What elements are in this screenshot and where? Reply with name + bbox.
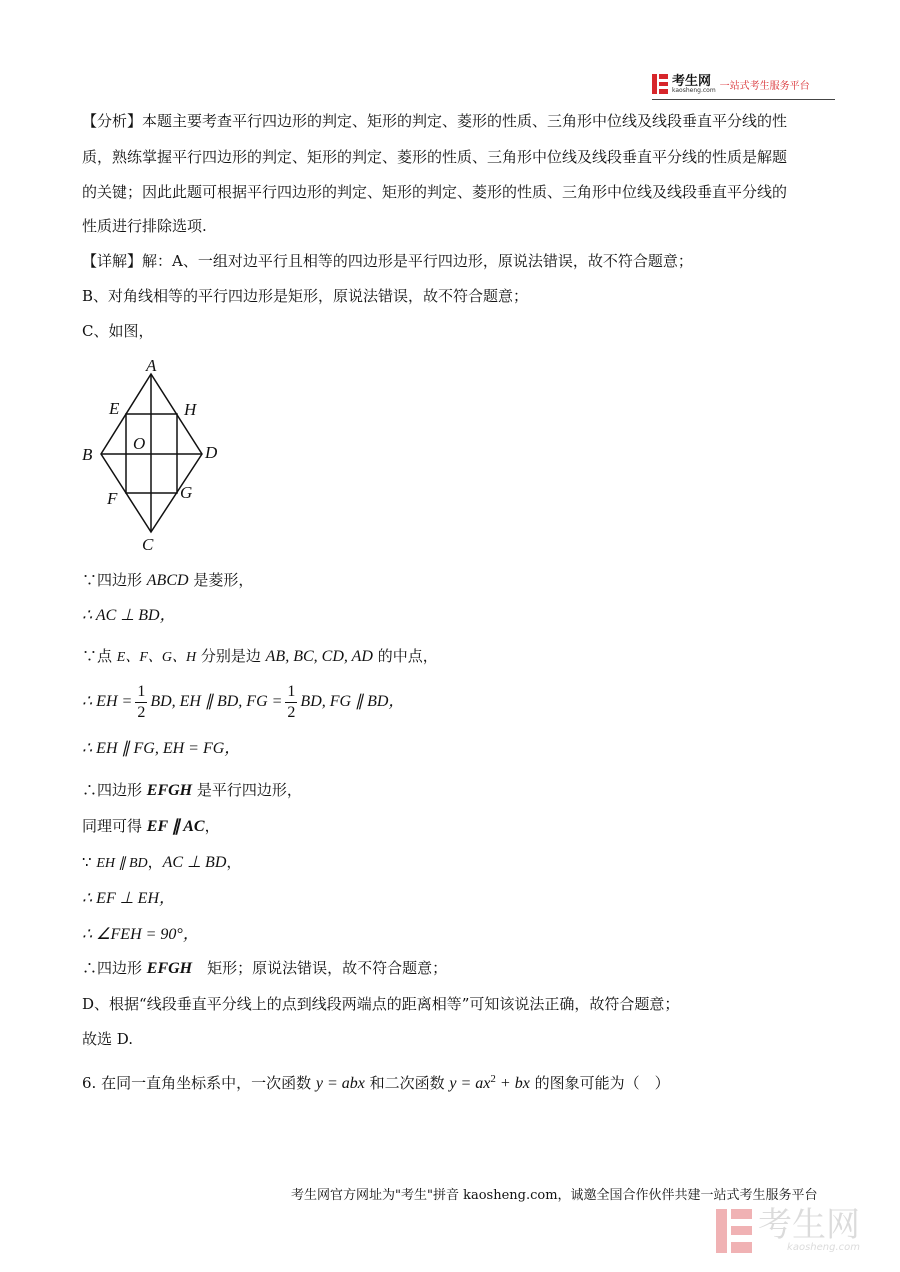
- analysis-line-2: 质，熟练掌握平行四边形的判定、矩形的判定、菱形的性质、三角形中位线及线段垂直平分线的性质是解题: [82, 148, 788, 166]
- rhombus-diagram: [78, 352, 228, 557]
- label-a: A: [146, 356, 157, 375]
- label-e: E: [109, 399, 120, 418]
- step-11: ∴四边形 EFGH 矩形；原说法错误，故不符合题意；: [82, 959, 448, 977]
- analysis-line-4: 性质进行排除选项.: [82, 217, 207, 235]
- watermark-domain: kaosheng.com: [787, 1242, 860, 1253]
- label-f: F: [107, 489, 118, 508]
- analysis-line-3: 的关键；因此此题可根据平行四边形的判定、矩形的判定、菱形的性质、三角形中位线及线段垂直平分线的: [82, 183, 788, 201]
- label-c: C: [142, 535, 154, 554]
- watermark: [716, 1205, 860, 1253]
- line-option-b: B、对角线相等的平行四边形是矩形，原说法错误，故不符合题意；: [82, 287, 529, 305]
- step-7: 同理可得 EF ∥ AC，: [82, 817, 220, 835]
- detail-line-a: 【详解】解：A、一组对边平行且相等的四边形是平行四边形，原说法错误，故不符合题意；: [82, 252, 693, 270]
- label-g: G: [180, 483, 193, 502]
- question-6: 6. 在同一直角坐标系中，一次函数 y = abx 和二次函数 $y = ax^2$ + bx 的图象可能为（ ）: [82, 1073, 670, 1092]
- fraction-half-1: $\frac{1}{2}$: [137, 682, 146, 721]
- label-h: H: [184, 400, 197, 419]
- watermark-name: 考生网: [758, 1205, 860, 1245]
- step-5: ∴ EH ∥ FG, EH = FG，: [82, 740, 241, 757]
- header-rule: [652, 99, 835, 100]
- analysis-label: 【分析】: [82, 112, 143, 130]
- answer-line: 故选 D.: [82, 1030, 134, 1048]
- kaosheng-watermark-icon: [716, 1209, 752, 1253]
- line-option-d: D、根据“线段垂直平分线上的点到线段两端点的距离相等”可知该说法正确，故符合题意；: [82, 995, 680, 1013]
- detail-label: 【详解】: [82, 252, 143, 270]
- step-8: ∵ EH ∥ BD，AC ⊥ BD，: [82, 853, 242, 871]
- step-6: ∴四边形 EFGH 是平行四边形，: [82, 781, 302, 799]
- logo-domain: kaosheng.com: [672, 86, 716, 94]
- header-logo[interactable]: [652, 72, 810, 96]
- logo-name: 考生网: [672, 73, 712, 89]
- fraction-half-2: $\frac{1}{2}$: [287, 682, 296, 721]
- label-d: D: [205, 443, 218, 462]
- label-o: O: [133, 434, 146, 453]
- rhombus-figure: [78, 352, 228, 557]
- step-4: ∴ EH = $\frac{1}{2}$ BD, EH ∥ BD, FG = $\frac{1}{2}$ BD, FG ∥ BD，: [82, 682, 405, 721]
- line-option-c: C、如图，: [82, 322, 154, 340]
- step-10: ∴ ∠FEH = 90°，: [82, 926, 199, 943]
- label-b: B: [82, 445, 93, 464]
- step-3: ∵点 E、F、G、H 分别是边 AB, BC, CD, AD 的中点，: [82, 647, 438, 665]
- step-1: ∵四边形 ABCD 是菱形，: [82, 571, 254, 589]
- footer-text[interactable]: 考生网官方网址为"考生"拼音 kaosheng.com，诚邀全国合作伙伴共建一站式考生服务平台: [291, 1188, 818, 1203]
- analysis-line-1: 【分析】本题主要考查平行四边形的判定、矩形的判定、菱形的性质、三角形中位线及线段垂直平分线的性: [82, 112, 788, 130]
- step-2: ∴ AC ⊥ BD，: [82, 607, 176, 624]
- kaosheng-logo-icon: [652, 74, 668, 94]
- step-9: ∴ EF ⊥ EH，: [82, 890, 175, 907]
- header-slogan: 一站式考生服务平台: [719, 80, 810, 92]
